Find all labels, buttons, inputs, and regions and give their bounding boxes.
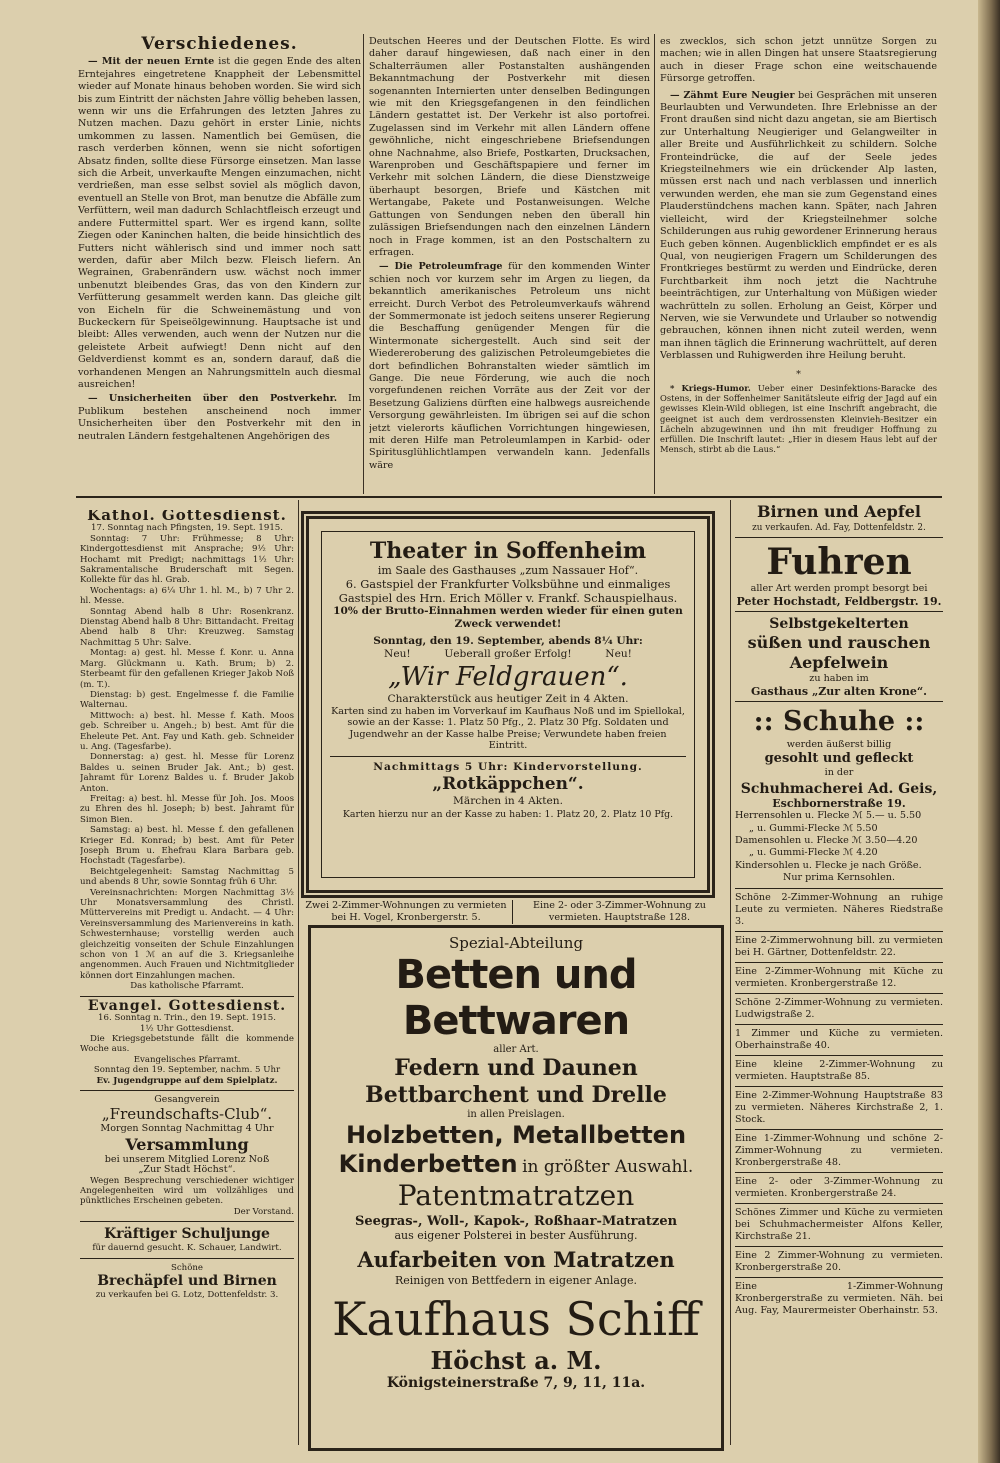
theater-play: „Wir Feldgrauen“. — [388, 662, 628, 692]
verein-line: bei unserem Mitglied Lorenz Noß — [104, 1153, 270, 1165]
article-kriegshumor-lead: * Kriegs-Humor. — [670, 382, 751, 393]
section-title: Verschiedenes. — [141, 36, 298, 54]
divider — [735, 611, 943, 612]
wohnung-ad: Zwei 2-Zimmer-Wohnungen zu vermieten bei H. Vogel, Kronbergerstr. 5. — [303, 900, 513, 924]
fuhren-title: Fuhren — [766, 541, 912, 584]
kath-line: Sonntag Abend halb 8 Uhr: Rosenkranz. Dienstag Abend halb 8 Uhr: Bittandacht. Freitag Abend halb 8 Uhr: Kreuzweg. Samstag Nachmittag 5 Uhr: Salve. — [80, 606, 294, 648]
betten-line: Patentmatratzen — [397, 1179, 635, 1212]
betten-line: Bettbarchent und Drelle — [365, 1082, 667, 1108]
kath-line: Wochentags: a) 6¼ Uhr 1. hl. M., b) 7 Uhr 2. hl. Messe. — [80, 585, 294, 607]
separator-star: * — [796, 368, 801, 380]
article-postverkehr-text: Im Publikum bestehen anscheinend noch immer Unsicherheiten über den Postverkehr mit den in neutralen Ländern festgehaltenen Angehörigen des — [78, 393, 361, 442]
kath-line: Beichtgelegenheit: Samstag Nachmittag 5 und abends 8 Uhr, sowie Sonntag früh 6 Uhr. — [80, 866, 294, 888]
betten-ad — [308, 925, 724, 1451]
schuhe-line: gesohlt und gefleckt — [764, 751, 914, 767]
wohnung-ad: Eine 1-Zimmer-Wohnung und schöne 2-Zimmer-Wohnung zu vermieten. Kronbergerstraße 48. — [735, 1130, 943, 1173]
article-kriegshumor-text: Ueber einer Desinfektions-Baracke des Ostens, in der Soffenheimer Sanitätsleute eifrig der Jagd auf ein gewisses Klein-Wild obliegen, ist eine Inschrift angebracht, die geeignet ist auch dem verdrossensten Kleinvieh-Besitzer ein Lächeln abzugewinnen und ihn mit freudiger Hoffnung zu erfüllen. Die Inschrift lautet: „Hier in diesem Haus lebt auf der Mensch, stirbt ab die Laus.“ — [660, 382, 937, 455]
betten-store: Kaufhaus Schiff — [332, 1292, 700, 1346]
article-ernte-lead: — Mit der neuen Ernte — [88, 56, 215, 68]
betten-line: Kinderbetten — [338, 1150, 518, 1178]
verein-name: „Freundschafts-Club“. — [101, 1105, 273, 1124]
wein-line: Aepfelwein — [789, 653, 889, 673]
theater-ad — [301, 511, 715, 898]
betten-line: Federn und Daunen — [394, 1055, 638, 1081]
evang-line: Sonntag den 19. September, nachm. 5 Uhr — [93, 1065, 281, 1076]
kath-line: Mittwoch: a) best. hl. Messe f. Kath. Moos geb. Schreiber u. Angeh.; b) best. Amt für die Eheleute Pet. Ant. Fay und Kath. geb. Schneider u. Ang. (Tagesfarbe). — [80, 710, 294, 752]
article-petroleum-text: für den kommenden Winter schien noch vor kurzem sehr im Argen zu liegen, da bekanntlich amerikanisches Petroleum uns nicht erreicht. Durch Verbot des Petroleumverkaufs während der Sommermonate ist jedoch seitens unserer Regierung die Beschaffung genügender Mengen für die Wintermonate sichergestellt. Auch sind seit der Wiedereroberung des galizischen Petroleumgebietes die dort befindlichen Bohranstalten wieder sämtlich im Gange. Die neue Förderung, wie auch die noch vorgefundenen reichen Vorräte aus der Zeit vor der Besetzung Galiziens dürften eine halbwegs ausreichende Versorgung gewährleisten. Im übrigen sei auf die schon jetzt vielerorts käuflichen Vorrichtungen hingewiesen, mit deren Hilfe man Petroleumlampen in Karbid- oder Spiritusglühlichtlampen verwandeln kann. Jedenfalls wäre — [369, 261, 650, 471]
divider — [330, 756, 686, 757]
column-rule — [363, 34, 364, 494]
fuhren-line: aller Art werden prompt besorgt bei — [750, 583, 928, 595]
birnen-title: Birnen und Aepfel — [757, 502, 921, 521]
theater-title: Theater in Soffenheim — [369, 538, 647, 564]
kath-title: Kathol. Gottesdienst. — [87, 510, 287, 524]
birnen-line: zu verkaufen. Ad. Fay, Dottenfeldstr. 2. — [752, 523, 926, 533]
betten-kinder — [311, 1150, 721, 1178]
wohnung-ad: Schönes Zimmer und Küche zu vermieten bei Schuhmachermeister Alfons Keller, Kirchstraße 21. — [735, 1204, 943, 1247]
divider — [735, 701, 943, 702]
theater-line: Charakterstück aus heutiger Zeit in 4 Akten. — [387, 693, 629, 705]
divider — [735, 537, 943, 538]
wein-line: Gasthaus „Zur alten Krone“. — [751, 684, 927, 698]
verein-small: Gesangverein — [154, 1093, 220, 1105]
article-neugier — [660, 90, 937, 363]
price-line: „ u. Gummi-Flecke ℳ 5.50 — [749, 822, 878, 834]
wein-line: zu haben im — [809, 673, 869, 685]
theater-line: im Saale des Gasthauses „zum Nassauer Hof“. — [377, 564, 639, 577]
wohnung-ad: Eine kleine 2-Zimmer-Wohnung zu vermieten. Hauptstraße 85. — [735, 1056, 943, 1087]
price-line: Nur prima Kernsohlen. — [782, 872, 896, 884]
price-line: Damensohlen u. Flecke ℳ 3.50—4.20 — [735, 835, 918, 847]
kath-sign: Das katholische Pfarramt. — [130, 981, 244, 992]
betten-addr: Königsteinerstraße 7, 9, 11, 11a. — [386, 1375, 646, 1391]
wohnung-ad: 1 Zimmer und Küche zu vermieten. Oberhainstraße 40. — [735, 1025, 943, 1056]
article-kriegshumor — [660, 383, 937, 454]
theater-line: Karten sind zu haben im Vorverkauf im Kaufhaus Noß und im Spiellokal, sowie an der Kasse: 1. Platz 50 Pfg., 2. Platz 30 Pfg. Soldaten und Jugendwehr an der Kasse halbe Preise; Verwundete haben freien Eintritt. — [331, 706, 685, 752]
article-postverkehr-lead: — Unsicherheiten über den Postverkehr. — [88, 393, 338, 405]
schuhe-line: in der — [824, 767, 854, 779]
kath-line: Donnerstag: a) gest. hl. Messe für Lorenz Baldes u. seinen Bruder Jak. Ant.; b) gest. Jahramt für Lorenz Baldes u. f. Bruder Jakob Anton. — [80, 752, 294, 794]
evang-line: Die Kriegsgebetstunde fällt die kommende Woche aus. — [80, 1033, 294, 1055]
wohnung-ad: Eine 2-Zimmerwohnung bill. zu vermieten bei H. Gärtner, Dottenfeldstr. 22. — [735, 932, 943, 963]
article-ernte — [78, 56, 361, 391]
article-petroleum-lead: — Die Petroleumfrage — [379, 261, 503, 273]
betten-line: Spezial-Abteilung — [448, 934, 584, 952]
verein-sign: Der Vorstand. — [233, 1206, 294, 1217]
kath-line: 17. Sonntag nach Pfingsten, 19. Sept. 1915. — [91, 523, 283, 534]
wohnung-ad: Eine 2- oder 3-Zimmer-Wohnung zu vermieten. Hauptstraße 128. — [533, 900, 706, 923]
wein-line: Selbstgekelterten — [769, 616, 909, 633]
column-rule — [298, 500, 299, 1445]
betten-line: in größter Auswahl. — [522, 1157, 694, 1177]
betten-line: Seegras-, Woll-, Kapok-, Roßhaar-Matratzen — [354, 1214, 678, 1229]
wohnung-ad: Eine 2 Zimmer-Wohnung zu vermieten. Kronbergerstraße 20. — [735, 1247, 943, 1278]
theater-line: Neu! Ueberall großer Erfolg! Neu! — [384, 648, 632, 660]
theater-line: Karten hierzu nur an der Kasse zu haben: 1. Platz 20, 2. Platz 10 Pfg. — [342, 808, 674, 820]
betten-line: Aufarbeiten von Matratzen — [357, 1247, 675, 1272]
section-divider — [76, 496, 942, 498]
wohnung-ad: Eine 1-Zimmer-Wohnung Kronbergerstraße zu vermieten. Näh. bei Aug. Fay, Maurermeister Oberhainstr. 53. — [735, 1280, 943, 1316]
price-line: Herrensohlen u. Flecke ℳ 5.— u. 5.50 — [735, 810, 922, 822]
article-neugier-text: bei Gesprächen mit unseren Beurlaubten und Verwundeten. Ihre Erlebnisse an der Front draußen sind nicht dazu angetan, sie am Biertisch zur Unterhaltung Neugieriger und Gelangweilter in aller Breite und Ausführlichkeit zu schildern. Solche Fronteindrücke, die auf der Seele jedes Kriegsteilnehmers wie ein drückender Alp lasten, müssen erst nach und nach verblassen und innerlich verwunden werden, ehe man sie zum Gegenstand eines Plauderstündchens machen kann. Später, nach Jahren vielleicht, wird der Kriegsteilnehmer solche Schilderungen aus ruhig gewordener Erinnerung heraus Euch geben können. Augenblicklich empfindet er es als Qual, von neugierigen Fragern um Schilderungen des Frontkrieges bestürmt zu werden und Eindrücke, deren Furchtbarkeit ihm noch jetzt die Nachtruhe beeinträchtigen, zur Unterhaltung von Müßigen wieder wachrütteln zu sollen. Erholung an Geist, Körper und Nerven, wie sie Verwundete und Urlauber so notwendig gebrauchen, können ihnen nicht zuteil werden, wenn man ihnen täglich die Erinnerung wachrüttelt, auf deren Verblassen und Ruhigwerden ihre Heilung beruht. — [660, 89, 937, 362]
article-petroleum-cont: es zwecklos, sich schon jetzt unnütze Sorgen zu machen; wie in allen Dingen hat unsere Staatsregierung auch in dieser Frage schon eine weitschauende Fürsorge getroffen. — [660, 36, 937, 85]
page-binding-edge — [978, 0, 1000, 1463]
divider — [80, 1258, 294, 1259]
article-column-2 — [369, 36, 650, 494]
schuhe-line: Eschbornerstraße 19. — [772, 796, 906, 810]
verein-line: „Zur Stadt Höchst“. — [138, 1164, 236, 1176]
schuljunge-title: Kräftiger Schuljunge — [104, 1226, 270, 1243]
column-rule — [730, 500, 731, 1445]
kath-line: Freitag: a) best. hl. Messe für Joh. Jos. Moos zu Ehren des hl. Joseph; b) best. Jahramt für Simon Bien. — [80, 793, 294, 825]
betten-line: Reinigen von Bettfedern in eigener Anlage. — [394, 1274, 638, 1287]
kath-line: Samstag: a) best. hl. Messe f. den gefallenen Krieger Ed. Konrad; b) best. Amt für Peter Joseph Brum u. Ehefrau Klara Barbara geb. Hochstadt (Tagesfarbe). — [80, 825, 294, 867]
verein-line: Wegen Besprechung verschiedener wichtiger Angelegenheiten wird um vollzähliges und pünktliches Erscheinen gebeten. — [80, 1175, 294, 1207]
wohnung-ad: Schöne 2-Zimmer-Wohnung zu vermieten. Ludwigstraße 2. — [735, 994, 943, 1025]
schuhe-line: werden äußerst billig — [786, 739, 892, 751]
brech-small: Schöne — [170, 1262, 204, 1273]
article-postverkehr-cont: Deutschen Heeres und der Deutschen Flotte. Es wird daher darauf hingewiesen, daß nach einer in den Schalterräumen aller Postanstalten aushängenden Bekanntmachung der Postverkehr mit diesen sogenannten Internierten unter denselben Bedingungen wie mit den Kriegsgefangenen in den feindlichen Ländern gestattet ist. Der Verkehr ist also portofrei. Zugelassen sind im Verkehr mit allen Ländern offene gewöhnliche, nicht eingeschriebene Briefsendungen ohne Nachnahme, also Briefe, Postkarten, Drucksachen, Warenproben und Geschäftspapiere und ferner im Verkehr mit solchen Ländern, die diese Dienstzweige überhaupt besorgen, Briefe und Kästchen mit Wertangabe, Pakete und Postanweisungen. Welche Gattungen von Sendungen neben den überall hin zulässigen Briefsendungen nach den einzelnen Ländern noch in Frage kommen, ist an den Postschaltern zu erfragen. — [369, 36, 650, 258]
brech-title: Brechäpfel und Birnen — [97, 1273, 277, 1289]
betten-line: in allen Preislagen. — [467, 1109, 565, 1120]
verein-line: Morgen Sonntag Nachmittag 4 Uhr — [100, 1123, 274, 1135]
right-ads-column — [735, 502, 943, 1447]
wohnung-ad: Eine 2-Zimmer-Wohnung Hauptstraße 83 zu vermieten. Näheres Kirchstraße 2, 1. Stock. — [735, 1087, 943, 1130]
betten-line: aller Art. — [493, 1044, 539, 1055]
church-notices — [80, 510, 294, 1445]
evang-title: Evangel. Gottesdienst. — [87, 997, 287, 1014]
wohnung-ad: Schöne 2-Zimmer-Wohnung an ruhige Leute zu vermieten. Näheres Riedstraße 3. — [735, 889, 943, 932]
divider — [80, 996, 294, 997]
betten-line: Holzbetten, Metallbetten — [345, 1121, 687, 1149]
kath-line: Vereinsnachrichten: Morgen Nachmittag 3½ Uhr Monatsversammlung des Christl. Müttervereins mit Predigt u. Andacht. — 4 Uhr: Vereinsversammlung des Marienvereins in kath. Schwesternhause; vorstellig werden auch gleichzeitig vonseiten der Schule Einzahlungen schon von 1 ℳ an auf die 3. Kriegsanleihe angenommen. Auch Frauen und Nichtmitglieder können dort Einzahlungen machen. — [80, 887, 294, 981]
evang-line: 16. Sonntag n. Trin., den 19. Sept. 1915. — [98, 1013, 276, 1024]
theater-line: Sonntag, den 19. September, abends 8¼ Uhr: — [373, 635, 643, 647]
article-column-3 — [660, 36, 937, 494]
wein-line: süßen und rauschen — [747, 633, 931, 653]
evang-sign: Evangelisches Pfarramt. — [133, 1054, 241, 1065]
wohnung-ad: Eine 2- oder 3-Zimmer-Wohnung zu vermieten. Kronbergerstraße 24. — [735, 1173, 943, 1204]
theater-play2: „Rotkäppchen“. — [432, 773, 584, 794]
betten-line: aus eigener Polsterei in bester Ausführung. — [394, 1229, 638, 1242]
theater-ad-inner — [321, 531, 695, 878]
price-line: Kindersohlen u. Flecke je nach Größe. — [735, 859, 922, 871]
verein-big: Versammlung — [125, 1134, 249, 1154]
kath-line: Dienstag: b) gest. Engelmesse f. die Familie Walternau. — [80, 689, 294, 711]
article-ernte-text: ist die gegen Ende des alten Erntejahres eingetretene Knappheit der Lebensmittel wieder auf Monate hinaus behoben worden. Sie wird sich bis zum Eintritt der nächsten Jahre völlig beheben lassen, wenn wir uns die Erfahrungen des letzten Jahres zu Nutzen machen. Dazu gehört in erster Linie, nichts umkommen zu lassen. Namentlich bei Gemüsen, die rasch verderben können, wenn sie nicht sofortigen Absatz finden, sollte diese Fürsorge einsetzen. Man lasse sich die Arbeit, unverkaufte Mengen einzumachen, nicht verdrießen, man esse selbst soviel als möglich davon, eventuell an Stelle von Brot, man benutze die Abfälle zum Verfüttern, weil man dadurch Schlachtfleisch erzeugt und andere Futtermittel spart. Wer es irgend kann, sollte Ziegen oder Kaninchen halten, die beide hinsichtlich des Futters nicht wählerisch sind und immer noch satt werden, dafür aber Milch bezw. Fleisch liefern. An Wegrainen, Grabenrändern usw. wächst noch immer unbenutzt bleibendes Gras, das von den Kindern zur Verfütterung gesammelt werden kann. Das gleiche gilt von Eicheln für die Schweinemästung und von Buckeckern für Speiseölgewinnung. Hauptsache ist und bleibt: Alles verwenden, auch wenn der Nutzen nur die geleistete Arbeit aufwiegt! Denn nicht auf den Geldverdienst kommt es an, sondern darauf, daß die vorhandenen Mengen an Nahrungsmitteln auch diesmal ausreichen! — [78, 56, 361, 390]
schuhe-line: Schuhmacherei Ad. Geis, — [740, 780, 938, 797]
price-line: „ u. Gummi-Flecke ℳ 4.20 — [749, 847, 878, 859]
theater-line: Märchen in 4 Akten. — [453, 794, 563, 807]
evang-line: Ev. Jugendgruppe auf dem Spielplatz. — [96, 1075, 278, 1086]
theater-line: 6. Gastspiel der Frankfurter Volksbühne und einmaliges Gastspiel des Hrn. Erich Möller v. Frankf. Schauspielhaus. — [338, 577, 678, 605]
wohnung-ad: Eine 2-Zimmer-Wohnung mit Küche zu vermieten. Kronbergerstraße 12. — [735, 963, 943, 994]
kath-line: Sonntag: 7 Uhr: Frühmesse; 8 Uhr: Kindergottesdienst mit Ansprache; 9½ Uhr: Hochamt mit Predigt; nachmittags 1½ Uhr: Sakramentalische Bruderschaft mit Segen. Kollekte für das hl. Grab. — [80, 533, 294, 586]
evang-line: 1½ Uhr Gottesdienst. — [139, 1023, 235, 1034]
article-neugier-lead: — Zähmt Eure Neugier — [670, 89, 795, 101]
schuhe-title: :: Schuhe :: — [753, 706, 925, 738]
divider — [80, 1090, 294, 1091]
fuhren-line: Peter Hochstadt, Feldbergstr. 19. — [736, 594, 942, 608]
betten-big: Betten und Bettwaren — [395, 952, 637, 1044]
betten-city: Höchst a. M. — [430, 1346, 602, 1375]
theater-line: 10% der Brutto-Einnahmen werden wieder für einen guten Zweck verwendet! — [333, 605, 683, 630]
brech-line: zu verkaufen bei G. Lotz, Dottenfeldstr. 3. — [95, 1290, 279, 1300]
column-rule — [654, 34, 655, 494]
divider — [80, 1221, 294, 1222]
kath-line: Montag: a) gest. hl. Messe f. Konr. u. Anna Marg. Glückmann u. Kath. Brum; b) 2. Sterbeamt für den gefallenen Krieger Jakob Noß (m. T.). — [80, 648, 294, 690]
article-column-1 — [78, 36, 361, 494]
schuljunge-line: für dauernd gesucht. K. Schauer, Landwirt. — [92, 1243, 282, 1254]
theater-line: Nachmittags 5 Uhr: Kindervorstellung. — [373, 760, 643, 773]
article-postverkehr — [78, 393, 361, 443]
article-petroleum — [369, 261, 650, 472]
